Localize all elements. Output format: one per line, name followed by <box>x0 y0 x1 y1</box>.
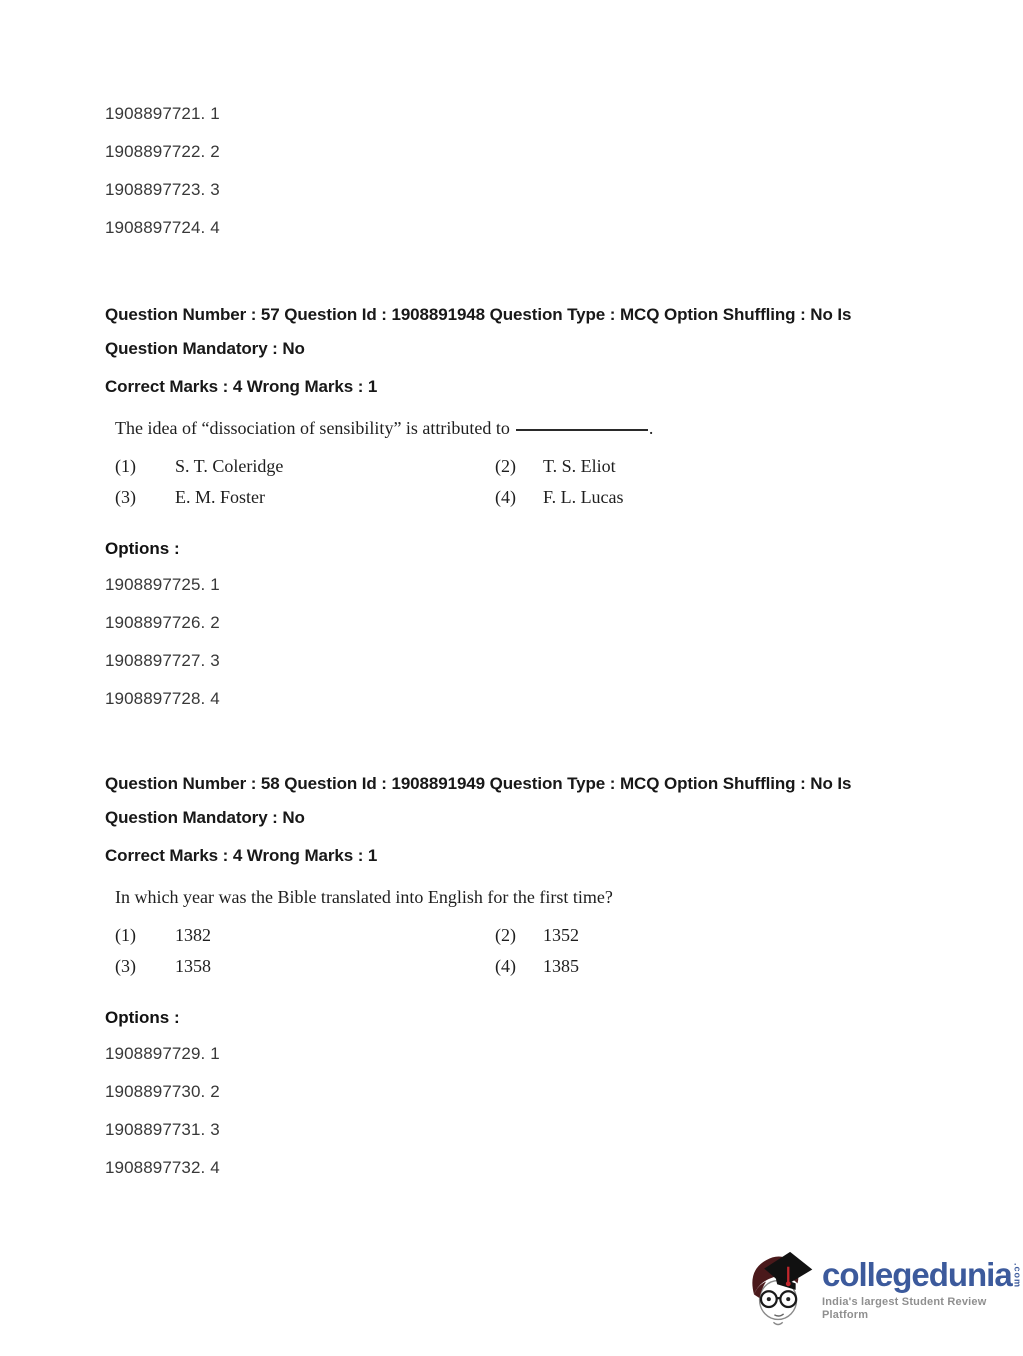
choice-text: S. T. Coleridge <box>175 456 284 476</box>
question-58-block <box>105 772 925 1196</box>
question-58-text-body: In which year was the Bible translated into English for the first time? <box>115 887 613 907</box>
option-id-line: 1908897729. 1 <box>105 1044 220 1063</box>
question-57-text-body: The idea of “dissociation of sensibility” is attributed to <box>115 418 510 438</box>
choice-label: (3) <box>115 487 136 507</box>
option-id-line: 1908897728. 4 <box>105 689 220 708</box>
options-id-list-q58 <box>105 1044 925 1178</box>
option-id-line: 1908897731. 3 <box>105 1120 220 1139</box>
question-57-mandatory: Question Mandatory : No <box>105 339 305 358</box>
question-57-text <box>105 415 925 441</box>
brand-domain-suffix: .com <box>1012 1263 1023 1289</box>
option-id-line: 1908897723. 3 <box>105 180 220 199</box>
option-id-line: 1908897727. 3 <box>105 651 220 670</box>
options-heading: Options : <box>105 539 180 558</box>
choice-text: 1385 <box>543 956 579 976</box>
choice-text: T. S. Eliot <box>543 456 616 476</box>
question-57-choices <box>105 453 925 510</box>
choice-label: (2) <box>495 456 516 476</box>
option-id-line: 1908897732. 4 <box>105 1158 220 1177</box>
choice-text: F. L. Lucas <box>543 487 624 507</box>
option-id-line: 1908897726. 2 <box>105 613 220 632</box>
option-id-line: 1908897724. 4 <box>105 218 220 237</box>
question-57-header: Question Number : 57 Question Id : 1908891948 Question Type : MCQ Option Shuffling : No Is <box>105 305 852 324</box>
question-58-header: Question Number : 58 Question Id : 1908891949 Question Type : MCQ Option Shuffling : No Is <box>105 774 852 793</box>
brand-name: collegedunia <box>822 1256 1012 1293</box>
choice-label: (1) <box>115 925 136 945</box>
question-57-text-suffix: . <box>648 418 654 438</box>
option-id-line: 1908897730. 2 <box>105 1082 220 1101</box>
brand-tagline: India's largest Student Review Platform <box>822 1296 987 1321</box>
choice-text: E. M. Foster <box>175 487 265 507</box>
question-58-mandatory: Question Mandatory : No <box>105 808 305 827</box>
question-57-marks: Correct Marks : 4 Wrong Marks : 1 <box>105 377 378 396</box>
collegedunia-mascot-icon <box>742 1246 816 1330</box>
answer-blank-line <box>516 429 648 431</box>
options-id-list-previous-question <box>105 104 220 256</box>
question-57-block <box>105 303 925 727</box>
choice-text: 1358 <box>175 956 211 976</box>
question-58-text <box>105 884 925 910</box>
question-58-marks: Correct Marks : 4 Wrong Marks : 1 <box>105 846 378 865</box>
collegedunia-logo <box>742 1246 1022 1330</box>
collegedunia-logo-text <box>822 1246 1022 1322</box>
choice-label: (1) <box>115 456 136 476</box>
options-heading: Options : <box>105 1008 180 1027</box>
option-id-line: 1908897721. 1 <box>105 104 220 123</box>
choice-label: (2) <box>495 925 516 945</box>
option-id-line: 1908897725. 1 <box>105 575 220 594</box>
choice-label: (3) <box>115 956 136 976</box>
options-id-list-q57 <box>105 575 925 709</box>
choice-label: (4) <box>495 487 516 507</box>
choice-text: 1382 <box>175 925 211 945</box>
option-id-line: 1908897722. 2 <box>105 142 220 161</box>
choice-label: (4) <box>495 956 516 976</box>
choice-text: 1352 <box>543 925 579 945</box>
question-58-choices <box>105 922 925 979</box>
